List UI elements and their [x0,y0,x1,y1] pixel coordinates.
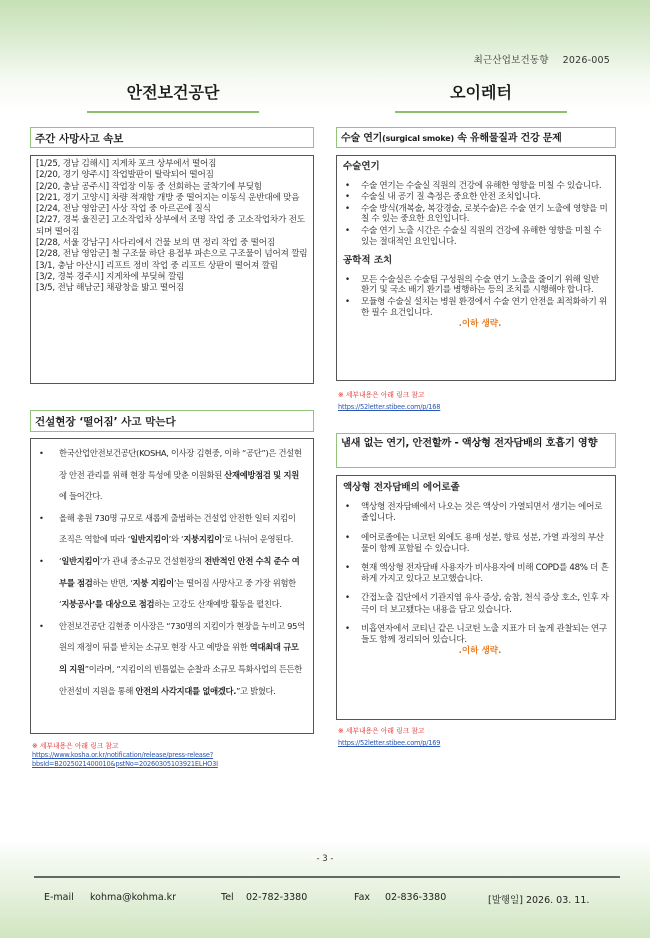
bullet-item: • 수술실 내 공기 질 측정은 중요한 안전 조치입니다. [345,192,541,203]
reference-note: ※ 세부내용은 아래 링크 참고 [32,742,119,750]
bullet-icon: • [345,593,351,604]
bullet-item: • 에어로졸에는 니코틴 외에도 용매 성분, 향료 성분, 가열 과정의 부산물이 함께 포함될 수 있습니다. [345,532,604,554]
page-number: - 3 - [316,854,334,864]
bullet-icon: • [345,180,351,191]
bullet-item: • 수술 연기는 수술실 직원의 건강에 유해한 영향을 미칠 수 있습니다. [345,180,602,191]
bullet-item: • 수술 방식(개복술, 복강경술, 로봇수술)은 수술 연기 노출에 영향을 미칠 수 있는 중요한 요인입니다. [345,203,608,225]
kosha-press-release-link[interactable]: https://www.kosha.or.kr/notification/release/press-release?bbsId=B2025021400010&pstNo=20260305103921ELHO3I [32,751,218,768]
publication-name: 최근산업보건동향 [473,55,549,66]
bullet-item: • 올해 총원 730명 규모로 새롭게 출범하는 건설업 안전한 일터 지킴이 조직은 역할에 따라 ‘일반지킴이’와 ‘지붕지킴이’로 나뉘어 운영된다. [37,508,305,551]
bullet-icon: • [345,532,351,543]
bullet-item: • 현재 액상형 전자담배 사용자가 비사용자에 비해 COPD를 48% 더 흔하게 가지고 있다고 보고했습니다. [345,563,609,585]
vape-heading: 냄새 없는 연기, 안전할까 - 액상형 전자담배의 호흡기 영향 [336,433,616,468]
weekly-accidents-box [30,155,314,384]
left-column-title: 안전보건공단 [87,80,259,113]
accident-item: [2/28, 서울 강남구] 사다리에서 건물 보의 면 정리 작업 중 떨어짐 [36,238,275,249]
email-address[interactable]: kohma@kohma.kr [90,892,177,903]
bullet-icon: • [345,274,351,285]
bullet-icon: • [345,203,351,214]
bullet-icon: • [39,512,44,523]
accident-item: [2/20, 충남 공주시] 작업장 이동 중 선회하는 굴착기에 부딪힘 [36,181,262,192]
bullet-icon: • [345,502,351,513]
stibee-168-link[interactable]: https://52letter.stibee.com/p/168 [338,403,441,411]
accident-item: [2/20, 경기 양주시] 작업발판이 탈락되어 떨어짐 [36,170,214,181]
tel-label: Tel [221,892,234,903]
reference-note: ※ 세부내용은 아래 링크 참고 [338,391,425,399]
stibee-169-link[interactable]: https://52letter.stibee.com/p/169 [338,739,441,747]
fax-label: Fax [354,892,371,903]
subheading-surgical-smoke: 수술연기 [343,161,380,172]
bullet-icon: • [345,225,351,236]
reference-note: ※ 세부내용은 아래 링크 참고 [338,727,425,735]
bullet-icon: • [345,296,351,307]
footer-divider [34,876,620,878]
fax-number: 02-836-3380 [385,892,447,903]
accident-item: [3/2, 경북 경주시] 지게차에 부딪혀 깔림 [36,271,185,282]
accident-item: [3/1, 충남 아산시] 리프트 정비 작업 중 리프트 상판이 떨어져 깔림 [36,260,278,271]
accident-item: [2/28, 전남 영암군] 철 구조물 하단 용접부 파손으로 구조물이 넘어져 깔림 [36,249,308,260]
email-label: E-mail [44,892,74,903]
weekly-accidents-heading: 주간 사망사고 속보 [30,127,314,148]
issue-date: [발행일] 2026. 03. 11. [488,895,590,906]
bullet-item: • 액상형 전자담배에서 나오는 것은 액상이 가열되면서 생기는 에어로졸입니다. [345,502,603,524]
bullet-icon: • [39,448,44,458]
bullet-item: • 간접노출 집단에서 기관지염 유사 증상, 숨참, 천식 증상 호소, 인후 자극이 더 보고됐다는 내용을 담고 있습니다. [345,593,609,615]
accident-item: [1/25, 경남 김해시] 지게차 포크 상부에서 떨어짐 [36,159,217,169]
surgical-smoke-heading: 수술 연기(surgical smoke) 속 유해물질과 건강 문제 [336,127,616,148]
bullet-item: • 안전보건공단 김현중 이사장은 “730명의 지킴이가 현장을 누비고 95억 원의 재정이 뒤를 받치는 소규모 현장 사고 예방을 위한 역대최대 규모의 지원”이라며, “지킴이의 빈틈없는 순찰과 소규모 특화사업의 든든한 안전설비 지원을 통해 안전의 사각지대를 없애겠다.”고 밝혔다. [37,616,305,702]
bullet-icon: • [39,555,44,566]
construction-falls-heading: 건설현장 ‘떨어짐’ 사고 막는다 [30,410,314,432]
construction-falls-box [30,438,314,734]
bullet-icon: • [39,620,44,631]
bullet-item: • 한국산업안전보건공단(KOSHA, 이사장 김현중, 이하 “공단”)은 건설현장 안전 관리를 위해 현장 특성에 맞춘 이원화된 산재예방점검 및 지원에 들어간다. [37,443,305,508]
bullet-icon: • [345,563,351,574]
accident-item: [2/27, 경북 울진군] 고소작업차 상부에서 조명 작업 중 고소작업차가 전도되며 떨어짐 [36,215,305,237]
tel-number: 02-782-3380 [246,892,308,903]
omitted-marker: .이하 생략. [458,319,502,330]
accident-item: [2/21, 경기 고양시] 차량 적재함 개방 중 떨어지는 이동식 운반대에 맞음 [36,192,300,203]
subheading-engineering-controls: 공학적 조치 [343,255,393,267]
bullet-icon: • [345,192,351,203]
bullet-item: • 비흡연자에서 코티닌 같은 니코틴 노출 지표가 더 높게 관찰되는 연구들도 함께 정리되어 있습니다. [345,623,607,646]
issue-number: 2026-005 [562,55,610,66]
bullet-item: • 모듈형 수술실 설치는 병원 환경에서 수술 연기 안전을 최적화하기 위한 필수 요건입니다. [345,296,607,318]
accident-item: [3/5, 전남 해남군] 채광창을 밟고 떨어짐 [36,283,185,294]
subheading-vape-aerosol: 액상형 전자담배의 에어로졸 [343,482,460,493]
vape-box [336,475,616,720]
bullet-icon: • [345,623,351,634]
bullet-item: • 모든 수술실은 수술팀 구성원의 수술 연기 노출을 줄이기 위해 일반 환기 및 국소 배기 환기를 병행하는 등의 조치를 시행해야 합니다. [345,274,599,296]
bullet-item: • 수술 연기 노출 시간은 수술실 직원의 건강에 유해한 영향을 미칠 수 있는 절대적인 요인입니다. [345,225,602,247]
right-column-title: 오이레터 [395,80,567,113]
accident-item: [2/24, 전남 영암군] 사상 작업 중 아르곤에 질식 [36,204,211,215]
surgical-smoke-box [336,155,616,381]
bullet-item: • ‘일반지킴이’가 관내 중소규모 건설현장의 전반적인 안전 수칙 준수 여부를 점검하는 반면, ‘지붕 지킴이’는 떨어짐 사망사고 중 가장 위험한 ‘지붕공사’를 대상으로 점검하는 고강도 산재예방 활동을 펼친다. [37,551,305,616]
publication-header [474,52,610,66]
omitted-marker: .이하 생략. [458,646,502,657]
